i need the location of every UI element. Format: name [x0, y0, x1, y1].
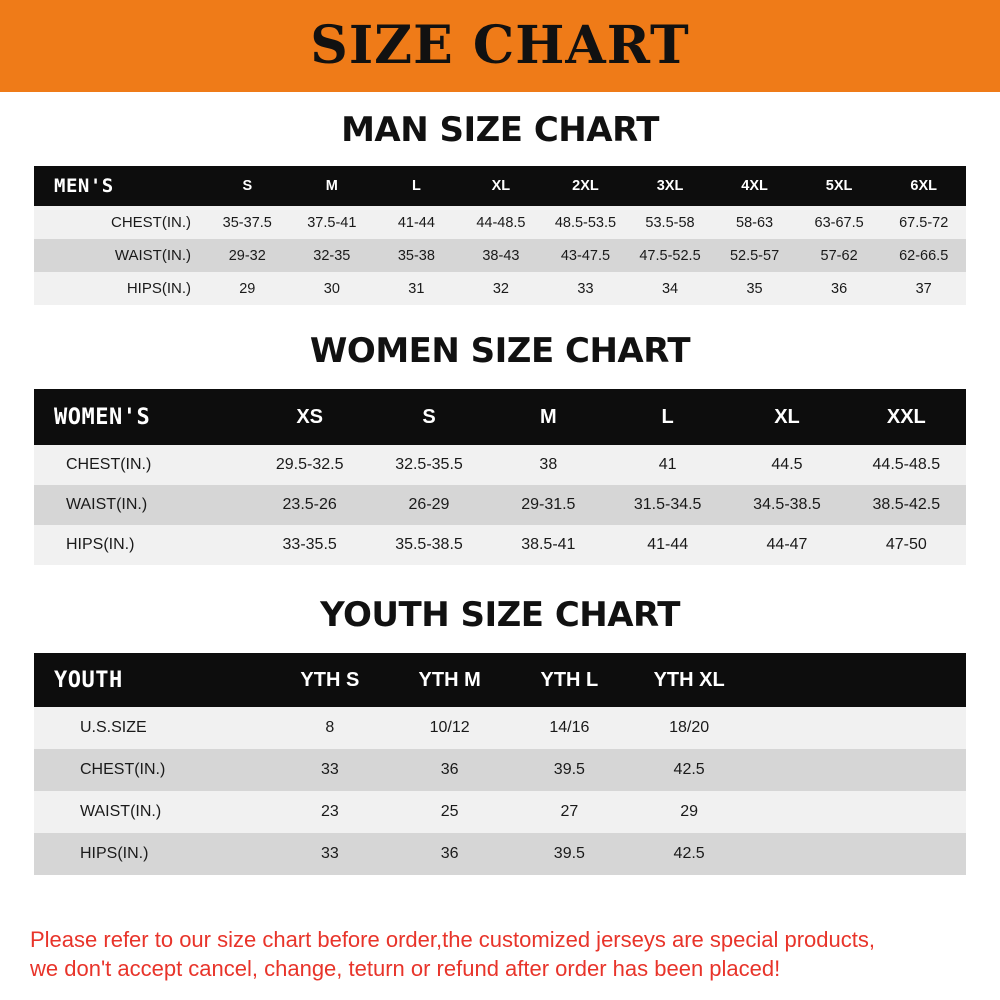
table-row	[34, 445, 966, 485]
man-header-xl: XL	[459, 166, 544, 206]
youth-chest-s: 33	[320, 761, 339, 778]
table-row	[34, 239, 966, 272]
man-row-label-waist: WAIST(IN.)	[114, 247, 191, 264]
women-table-wrap	[0, 389, 1000, 565]
youth-header-yth-s: YTH S	[270, 653, 390, 707]
women-header-xl: XL	[727, 389, 846, 445]
youth-hips-l: 39.5	[553, 845, 585, 862]
man-waist-6xl: 62-66.5	[899, 247, 949, 264]
man-waist-xl: 38-43	[482, 247, 520, 264]
man-header-2xl: 2XL	[543, 166, 628, 206]
man-hips-l: 31	[408, 280, 425, 297]
table-row	[34, 833, 966, 875]
man-hips-xl: 32	[492, 280, 509, 297]
youth-header-spacer	[749, 653, 966, 707]
youth-ussize-spacer	[749, 707, 966, 749]
women-table-head	[34, 389, 966, 445]
man-header-label: MEN'S	[34, 166, 205, 206]
youth-row-label-ussize: U.S.SIZE	[80, 719, 147, 736]
man-table-wrap	[0, 166, 1000, 305]
man-chest-xl: 44-48.5	[476, 214, 526, 231]
women-waist-xl: 34.5-38.5	[753, 496, 821, 513]
women-hips-xs: 33-35.5	[282, 536, 337, 553]
youth-chest-m: 36	[440, 761, 459, 778]
women-chest-xs: 29.5-32.5	[275, 456, 344, 473]
man-chest-3xl: 53.5-58	[645, 214, 695, 231]
man-chest-5xl: 63-67.5	[814, 214, 864, 231]
youth-hips-s: 33	[320, 845, 339, 862]
women-waist-m: 29-31.5	[521, 496, 576, 513]
footer-note-line1: Please refer to our size chart before order,the customized jerseys are special products,	[30, 926, 875, 952]
footer-note	[0, 911, 1000, 1000]
youth-hips-xl: 42.5	[673, 845, 705, 862]
man-hips-5xl: 36	[831, 280, 848, 297]
man-waist-4xl: 52.5-57	[729, 247, 780, 264]
women-waist-s: 26-29	[408, 496, 450, 513]
man-waist-m: 32-35	[313, 247, 351, 264]
man-waist-s: 29-32	[228, 247, 266, 264]
man-header-l: L	[374, 166, 459, 206]
youth-chest-l: 39.5	[553, 761, 585, 778]
table-row	[34, 707, 966, 749]
women-header-xxl: XXL	[847, 389, 966, 445]
table-row	[34, 272, 966, 305]
youth-table-wrap	[0, 653, 1000, 875]
youth-hips-m: 36	[440, 845, 459, 862]
man-chest-4xl: 58-63	[736, 214, 774, 231]
man-hips-s: 29	[239, 280, 256, 297]
man-hips-2xl: 33	[577, 280, 594, 297]
youth-row-label-chest: CHEST(IN.)	[80, 761, 166, 778]
page-title: SIZE CHART	[310, 15, 690, 76]
table-header-row	[34, 166, 966, 206]
women-hips-m: 38.5-41	[521, 536, 576, 553]
youth-section-title: YOUTH SIZE CHART	[320, 595, 680, 635]
youth-table-body	[34, 707, 966, 875]
women-chest-m: 38	[539, 456, 558, 473]
women-header-xs: XS	[250, 389, 369, 445]
women-header-m: M	[489, 389, 608, 445]
women-row-label-waist: WAIST(IN.)	[66, 496, 148, 513]
women-chest-xl: 44.5	[771, 456, 803, 473]
man-section-title: MAN SIZE CHART	[341, 110, 659, 150]
man-chest-l: 41-44	[397, 214, 435, 231]
women-hips-l: 41-44	[647, 536, 689, 553]
youth-row-label-hips: HIPS(IN.)	[80, 845, 149, 862]
women-header-label: WOMEN'S	[34, 389, 250, 445]
women-hips-s: 35.5-38.5	[395, 536, 463, 553]
women-hips-xxl: 47-50	[885, 536, 927, 553]
man-header-s: S	[205, 166, 290, 206]
youth-chest-xl: 42.5	[673, 761, 705, 778]
table-row	[34, 791, 966, 833]
man-waist-5xl: 57-62	[820, 247, 858, 264]
women-row-label-chest: CHEST(IN.)	[66, 456, 152, 473]
table-header-row	[34, 389, 966, 445]
table-row	[34, 206, 966, 239]
youth-waist-m: 25	[440, 803, 459, 820]
table-row	[34, 485, 966, 525]
man-hips-3xl: 34	[661, 280, 679, 297]
man-header-3xl: 3XL	[628, 166, 713, 206]
women-chest-l: 41	[658, 456, 677, 473]
women-hips-xl: 44-47	[766, 536, 808, 553]
man-header-6xl: 6XL	[881, 166, 966, 206]
man-chest-s: 35-37.5	[222, 214, 272, 231]
man-chest-m: 37.5-41	[307, 214, 357, 231]
man-header-m: M	[290, 166, 375, 206]
youth-ussize-xl: 18/20	[669, 719, 710, 736]
man-waist-3xl: 47.5-52.5	[639, 247, 701, 264]
man-waist-2xl: 43-47.5	[560, 247, 611, 264]
man-chest-6xl: 67.5-72	[899, 214, 949, 231]
man-hips-m: 30	[323, 280, 340, 297]
women-waist-xs: 23.5-26	[282, 496, 337, 513]
women-waist-l: 31.5-34.5	[633, 496, 702, 513]
header-banner	[0, 0, 1000, 92]
man-waist-l: 35-38	[397, 247, 435, 264]
youth-table-head	[34, 653, 966, 707]
table-row	[34, 525, 966, 565]
footer-note-line2: we don't accept cancel, change, teturn or refund after order has been placed!	[30, 956, 781, 982]
youth-waist-s: 23	[320, 803, 339, 820]
man-table-body	[34, 206, 966, 305]
man-row-label-hips: HIPS(IN.)	[126, 280, 191, 297]
youth-header-yth-l: YTH L	[510, 653, 630, 707]
man-row-label-chest: CHEST(IN.)	[111, 214, 191, 231]
women-table-body	[34, 445, 966, 565]
youth-waist-spacer	[749, 791, 966, 833]
man-hips-4xl: 35	[746, 280, 763, 297]
women-section-title: WOMEN SIZE CHART	[309, 331, 691, 371]
table-header-row	[34, 653, 966, 707]
table-row	[34, 749, 966, 791]
women-row-label-hips: HIPS(IN.)	[66, 536, 135, 553]
youth-ussize-m: 10/12	[429, 719, 470, 736]
women-chest-s: 32.5-35.5	[395, 456, 463, 473]
youth-waist-xl: 29	[680, 803, 699, 820]
man-hips-6xl: 37	[915, 280, 932, 297]
women-chest-xxl: 44.5-48.5	[872, 456, 941, 473]
youth-header-yth-xl: YTH XL	[629, 653, 749, 707]
youth-size-table	[34, 653, 966, 875]
women-header-l: L	[608, 389, 727, 445]
youth-ussize-l: 14/16	[549, 719, 590, 736]
man-chest-2xl: 48.5-53.5	[554, 214, 617, 231]
man-table-head	[34, 166, 966, 206]
women-size-table	[34, 389, 966, 565]
youth-row-label-waist: WAIST(IN.)	[80, 803, 162, 820]
youth-chest-spacer	[749, 749, 966, 791]
women-waist-xxl: 38.5-42.5	[872, 496, 941, 513]
youth-header-yth-m: YTH M	[390, 653, 510, 707]
youth-ussize-s: 8	[325, 719, 335, 736]
man-size-table	[34, 166, 966, 305]
women-header-s: S	[369, 389, 488, 445]
man-header-5xl: 5XL	[797, 166, 882, 206]
youth-header-label: YOUTH	[34, 653, 270, 707]
youth-hips-spacer	[749, 833, 966, 875]
youth-waist-l: 27	[560, 803, 579, 820]
man-header-4xl: 4XL	[712, 166, 797, 206]
